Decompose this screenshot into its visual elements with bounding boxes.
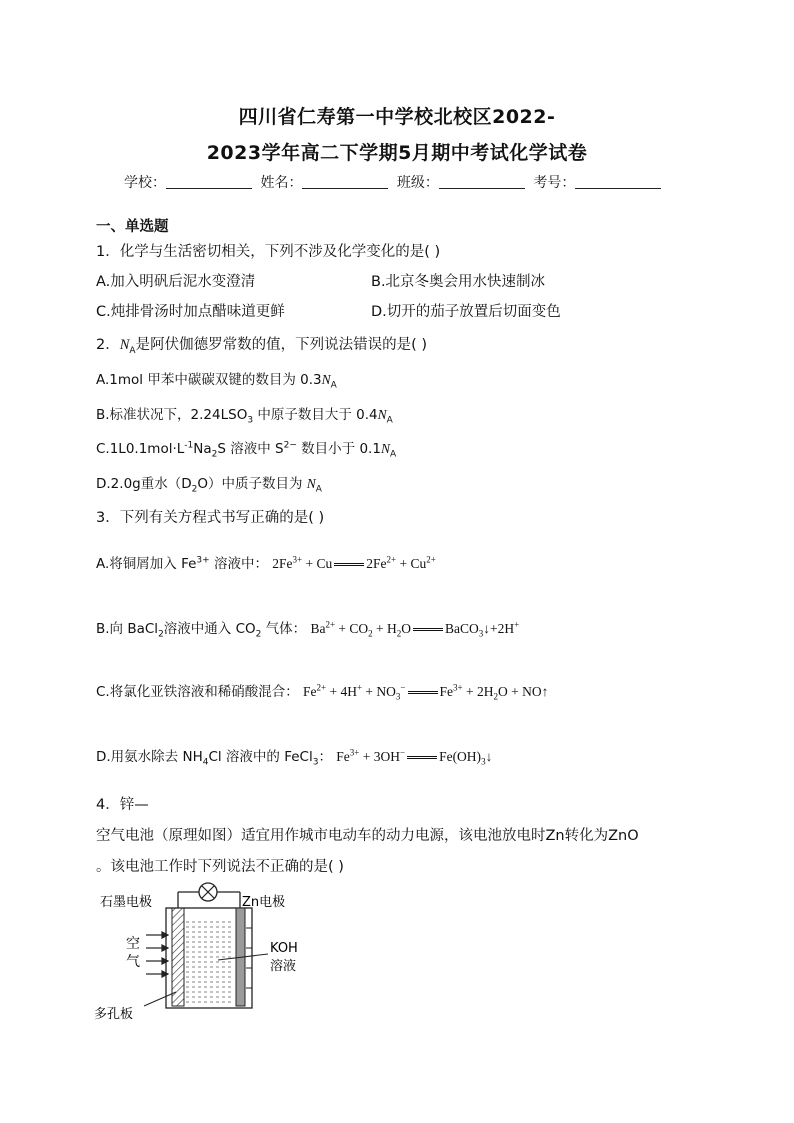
q3-option-b: B.向 BaCl$_2$溶液中通入 $CO_2$ 气体： $Ba^{2+} + CO_2 + H_2O$ BaCO$_3$↓+2H+ — [96, 619, 520, 640]
q2-option-b: B.标准状况下，$2.24LSO_3$ 中原子数目大于 $0.4N_A$ — [96, 407, 393, 426]
q3-equation-d: $Fe^{3+} + 3OH^-$ $Fe(OH)_3↓$ — [336, 747, 493, 767]
class-label: 班级： — [396, 175, 439, 191]
q3-option-a: A.将铜屑加入 $Fe^{3+}$ 溶液中： $2Fe^{3+} + Cu$ $2Fe^{2+} + Cu^{2+}$ — [96, 554, 436, 572]
name-label: 姓名： — [260, 175, 303, 191]
q1-option-c: C.炖排骨汤时加点醋味道更鲜 — [96, 304, 285, 320]
q3-equation-c: $Fe^{2+} + 4H^+ + NO_3^-$ $Fe^{3+} + 2H_2O$ + NO↑ — [303, 682, 549, 702]
koh-label-1: KOH — [270, 941, 298, 956]
class-blank[interactable] — [439, 174, 525, 189]
q2-option-d: D.2.0g重水$(D_2O)$中质子数目为 $N_A$ — [96, 476, 322, 495]
school-label: 学校： — [124, 175, 166, 191]
zinc-air-battery-diagram — [90, 880, 330, 1025]
q4-line2: 空气电池（原理如图）适宜用作城市电动车的动力电源，该电池放电时Zn转化为ZnO — [96, 828, 639, 844]
q3-equation-a: $2Fe^{3+} + Cu$ $2Fe^{2+} + Cu^{2+}$ — [272, 554, 436, 571]
q1-option-d: D.切开的茄子放置后切面变色 — [371, 304, 561, 320]
air-label-2: 气 — [126, 954, 140, 970]
graphite-electrode — [172, 908, 184, 1006]
section-title-single-choice: 一、单选题 — [96, 219, 169, 235]
koh-label-2: 溶液 — [270, 959, 297, 974]
q2-option-c: $C.1L0.1mol\cdot L^{-1}Na_2S$ 溶液中 $S^{2-}$ 数目小于 $0.1N_A$ — [96, 440, 397, 460]
exam-number-blank[interactable] — [575, 174, 661, 189]
q2-option-a: A.1mol 甲苯中碳碳双键的数目为 $0.3N_A$ — [96, 372, 337, 391]
koh-solution — [186, 920, 234, 1005]
q2-stem: 2．$N_A$是阿伏伽德罗常数的值，下列说法错误的是( ) — [96, 337, 427, 356]
q1-stem: 1．化学与生活密切相关，下列不涉及化学变化的是( ) — [96, 244, 441, 260]
q4-line3: 。该电池工作时下列说法不正确的是( ) — [96, 859, 344, 875]
q3-equation-b: $Ba^{2+} + CO_2 + H_2O$ BaCO$_3$↓+2H+ — [310, 619, 520, 639]
exam-title-line2: 2023学年高二下学期5月期中考试化学试卷 — [206, 142, 588, 164]
q3-option-d: D.用氨水除去 $NH_4Cl$ 溶液中的 FeCl$_3$： $Fe^{3+} + 3OH^-$ $Fe(OH)_3↓$ — [96, 747, 493, 768]
name-blank[interactable] — [302, 174, 388, 189]
student-info-row — [124, 172, 665, 192]
air-arrows — [146, 932, 168, 977]
q3-stem: 3．下列有关方程式书写正确的是( ) — [96, 510, 325, 526]
school-blank[interactable] — [166, 174, 252, 189]
exam-title-line1: 四川省仁寿第一中学校北校区2022- — [238, 106, 556, 128]
graphite-electrode-label: 石墨电极 — [100, 895, 153, 910]
q4-line1: 4．锌— — [96, 797, 149, 813]
q1-option-b: B.北京冬奥会用水快速制冰 — [371, 274, 546, 290]
q3-option-c: C.将氯化亚铁溶液和稀硝酸混合： $Fe^{2+} + 4H^+ + NO_3^-$ $Fe^{3+} + 2H_2O$ + NO↑ — [96, 682, 549, 702]
porous-plate-label: 多孔板 — [94, 1007, 134, 1022]
exam-number-label: 考号： — [533, 175, 576, 191]
air-label-1: 空 — [126, 936, 140, 952]
zinc-electrode-label: Zn电极 — [242, 895, 286, 910]
q1-option-a: A.加入明矾后泥水变澄清 — [96, 274, 256, 290]
